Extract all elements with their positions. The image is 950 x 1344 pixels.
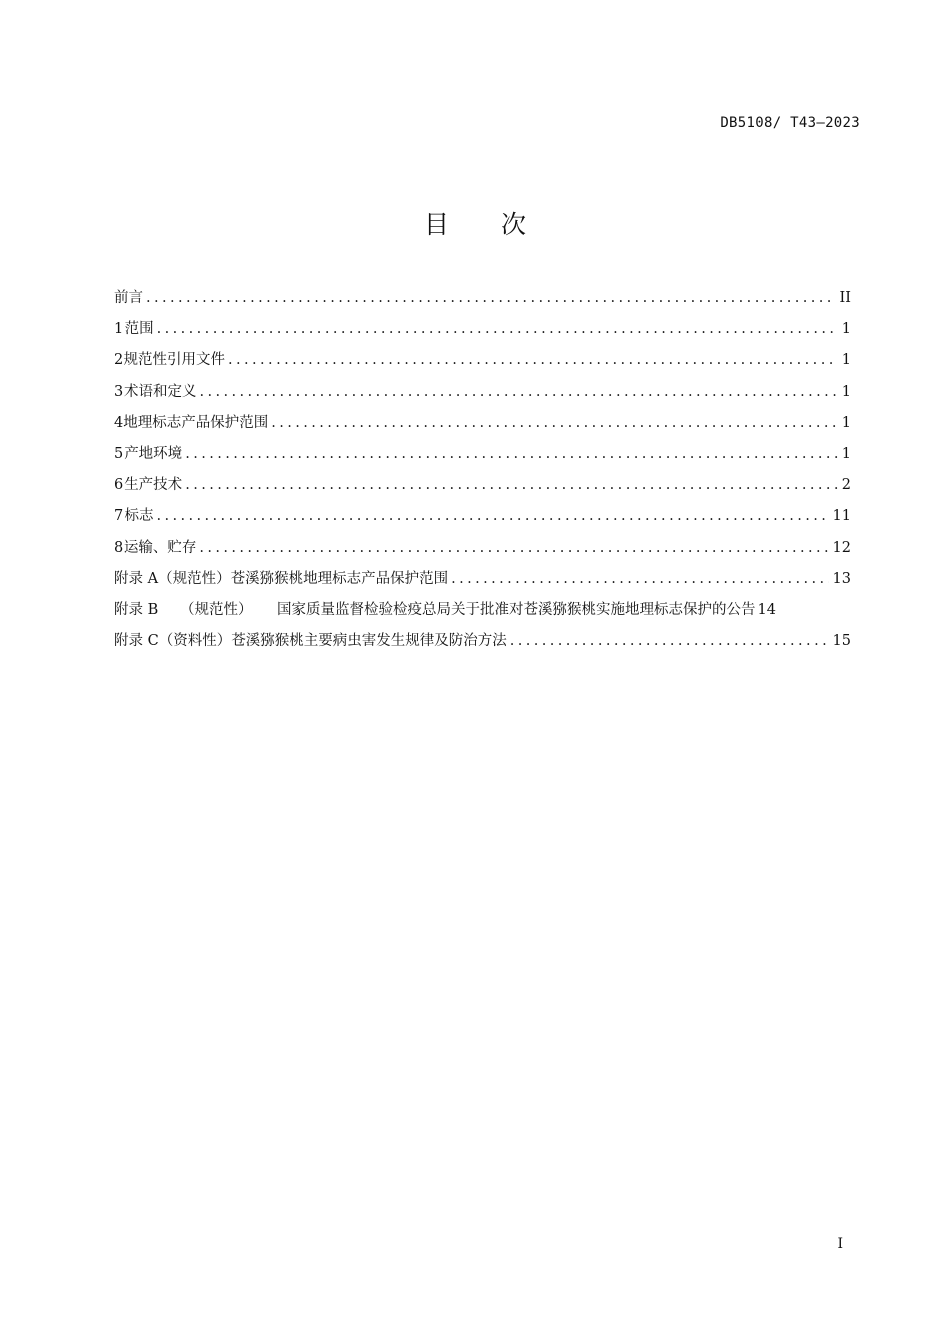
toc-entry-label: 生产技术 [124, 477, 183, 494]
toc-entry-appendix-b[interactable] [114, 598, 851, 629]
toc-entry-label: 范围 [124, 321, 154, 338]
toc-entry-page: 11 [832, 508, 851, 525]
dot-leader [185, 446, 838, 462]
toc-entry-production-technology[interactable] [114, 473, 851, 504]
dot-leader [199, 540, 828, 556]
toc-entry-transport-storage[interactable] [114, 536, 851, 567]
toc-entry-number: 5 [114, 445, 124, 462]
toc-entry-page: 13 [832, 570, 851, 587]
dot-leader [451, 571, 828, 587]
dot-leader [185, 477, 838, 493]
toc-entry-foreword[interactable] [114, 286, 851, 317]
page-number: I [837, 1236, 843, 1252]
toc-entry-number: 7 [114, 508, 124, 525]
toc-entry-number: 1 [114, 321, 124, 338]
toc-entry-marking[interactable] [114, 504, 851, 535]
toc-entry-protection-scope[interactable] [114, 411, 851, 442]
table-of-contents [114, 286, 851, 660]
toc-entry-appendix-c[interactable] [114, 629, 851, 660]
toc-entry-number: 6 [114, 477, 124, 494]
dot-leader [271, 415, 838, 431]
toc-entry-page: 12 [832, 539, 851, 556]
dot-leader [146, 290, 836, 306]
appendix-type: （规范性） [158, 570, 231, 587]
toc-entry-terms-definitions[interactable] [114, 380, 851, 411]
appendix-title: 苍溪猕猴桃地理标志产品保护范围 [230, 570, 449, 587]
toc-entry-label: 产地环境 [124, 445, 183, 462]
appendix-title: 国家质量监督检验检疫总局关于批准对苍溪猕猴桃实施地理标志保护的公告 [277, 601, 756, 618]
toc-entry-label: 术语和定义 [123, 383, 197, 400]
appendix-label: 附录 A [114, 570, 159, 587]
toc-entry-label: 标志 [124, 508, 154, 525]
appendix-label: 附录 C [114, 633, 159, 650]
toc-entry-page: 1 [841, 445, 851, 462]
toc-entry-number: 2 [114, 352, 124, 369]
toc-entry-page: 14 [757, 601, 776, 618]
toc-entry-scope[interactable] [114, 317, 851, 348]
toc-entry-page: 2 [841, 477, 851, 494]
toc-entry-label: 运输、贮存 [123, 539, 197, 556]
toc-entry-page: 1 [841, 414, 851, 431]
toc-entry-label: 规范性引用文件 [123, 352, 226, 369]
dot-leader [228, 352, 838, 368]
toc-entry-appendix-a[interactable] [114, 567, 851, 598]
toc-entry-number: 8 [114, 539, 124, 556]
toc-entry-number: 3 [114, 383, 124, 400]
toc-title: 目 次 [424, 210, 548, 239]
toc-entry-normative-references[interactable] [114, 348, 851, 379]
appendix-type: （规范性） [180, 601, 253, 618]
dot-leader [156, 508, 828, 524]
appendix-type: （资料性） [158, 633, 232, 650]
toc-entry-number: 4 [114, 414, 124, 431]
toc-entry-environment[interactable] [114, 442, 851, 473]
toc-entry-page: 15 [832, 633, 851, 650]
toc-entry-page: 1 [841, 352, 851, 369]
appendix-title: 苍溪猕猴桃主要病虫害发生规律及防治方法 [231, 633, 507, 650]
dot-leader [199, 384, 837, 400]
dot-leader [510, 633, 829, 649]
document-code: DB5108/ T43—2023 [720, 115, 860, 131]
toc-entry-page: II [839, 290, 851, 306]
toc-entry-label: 地理标志产品保护范围 [123, 414, 269, 431]
toc-entry-page: 1 [841, 321, 851, 338]
appendix-label: 附录 B [114, 601, 159, 618]
toc-entry-page: 1 [841, 383, 851, 400]
dot-leader [157, 321, 838, 337]
toc-entry-label: 前言 [114, 290, 143, 306]
